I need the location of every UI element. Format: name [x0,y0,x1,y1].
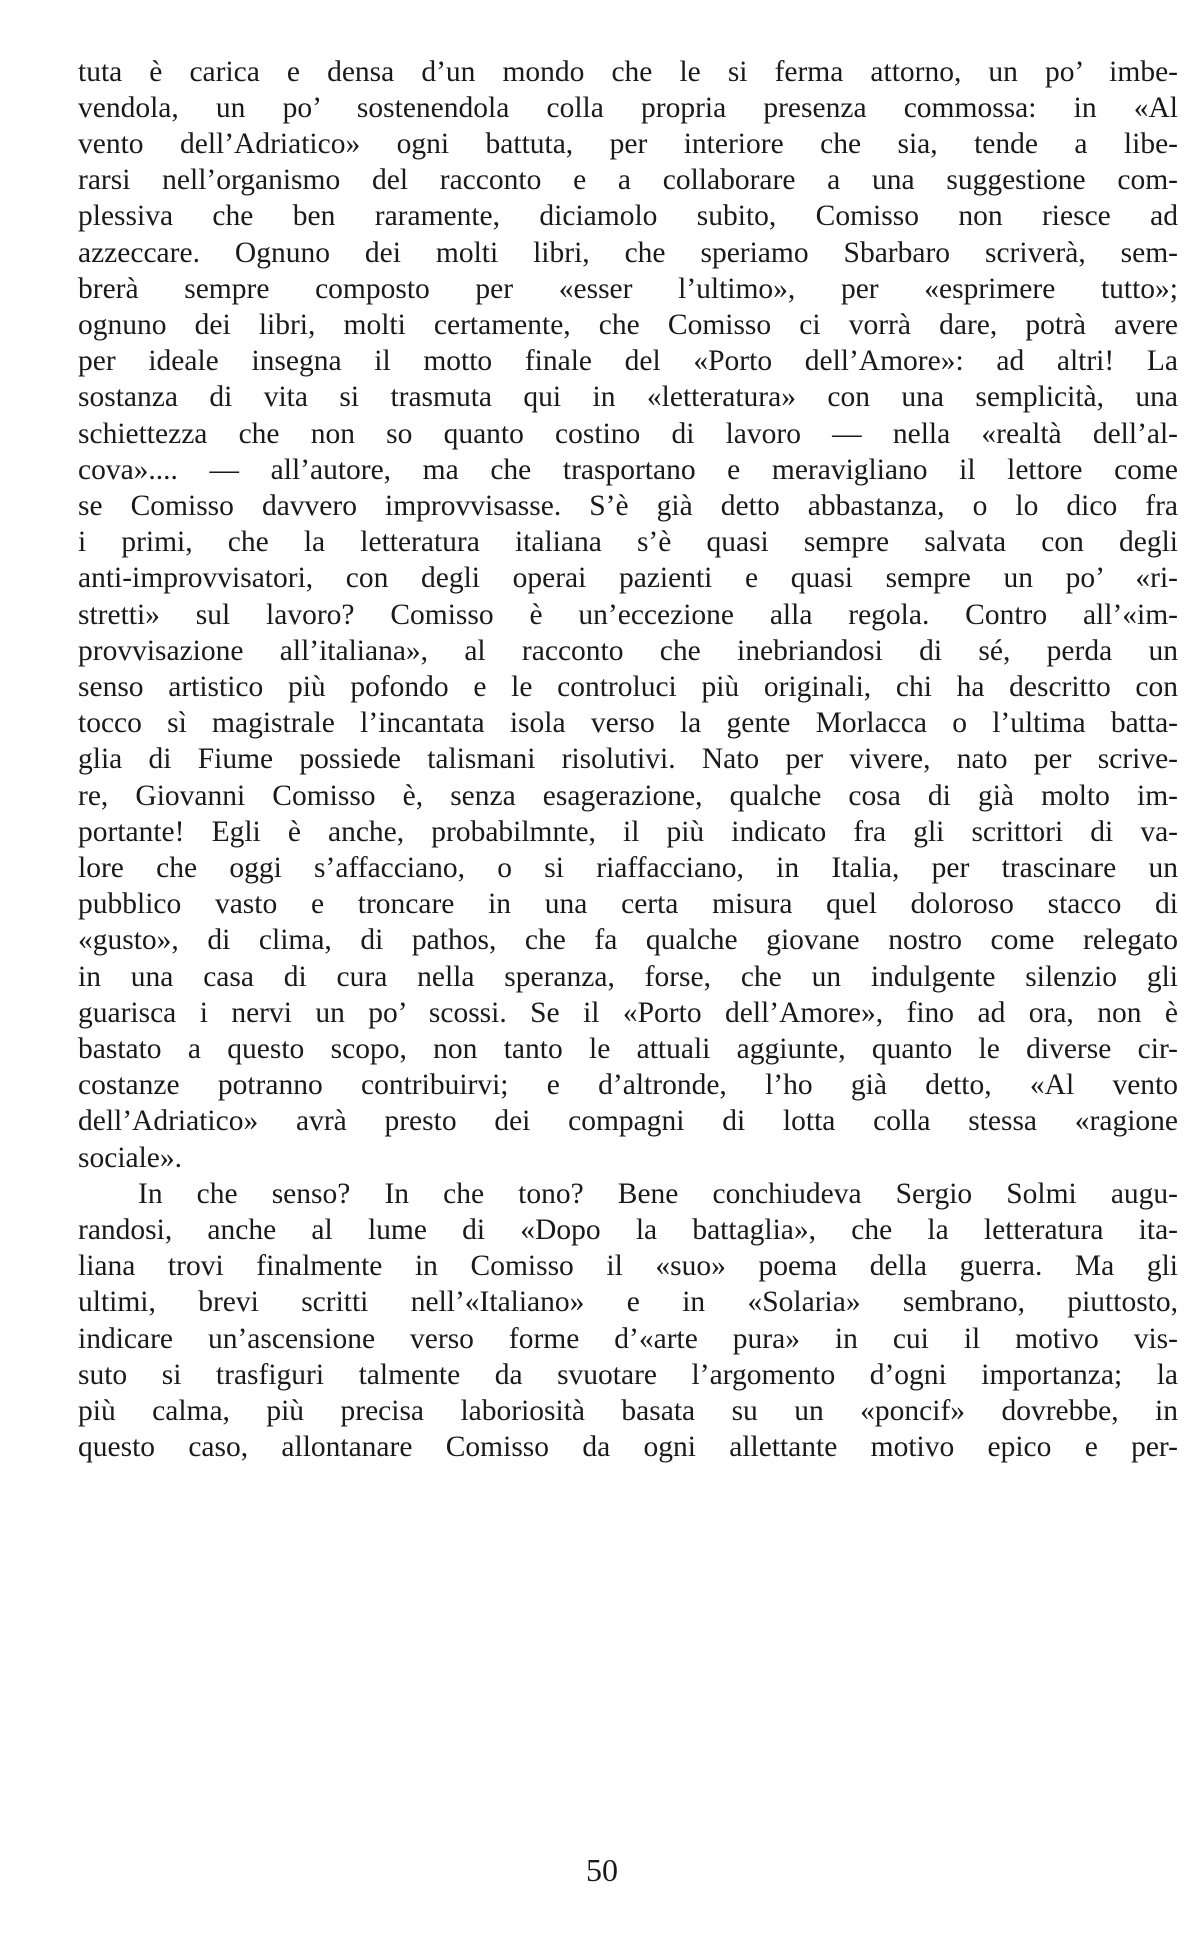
text-line: più calma, più precisa laboriosità basata su un «poncif» dovrebbe, in [78,1395,1178,1427]
text-line: ognuno dei libri, molti certamente, che Comisso ci vorrà dare, potrà avere [78,309,1178,341]
text-line: vento dell’Adriatico» ogni battuta, per interiore che sia, tende a libe- [78,128,1178,160]
text-line: lore che oggi s’affacciano, o si riaffacciano, in Italia, per trascinare un [78,852,1178,884]
text-line: portante! Egli è anche, probabilmnte, il più indicato fra gli scrittori di va- [78,816,1178,848]
text-line: per ideale insegna il motto finale del «Porto dell’Amore»: ad altri! La [78,345,1178,377]
text-line: In che senso? In che tono? Bene conchiudeva Sergio Solmi augu- [138,1178,1178,1210]
text-line: brerà sempre composto per «esser l’ultimo», per «esprimere tutto»; [78,273,1178,305]
text-line: bastato a questo scopo, non tanto le attuali aggiunte, quanto le diverse cir- [78,1033,1178,1065]
text-line: guarisca i nervi un po’ scossi. Se il «Porto dell’Amore», fino ad ora, non è [78,997,1178,1029]
text-line: sostanza di vita si trasmuta qui in «letteratura» con una semplicità, una [78,381,1178,413]
text-line: liana trovi finalmente in Comisso il «suo» poema della guerra. Ma gli [78,1250,1178,1282]
text-line: cova».... — all’autore, ma che trasportano e meravigliano il lettore come [78,454,1178,486]
text-line: se Comisso davvero improvvisasse. S’è già detto abbastanza, o lo dico fra [78,490,1178,522]
text-line: i primi, che la letteratura italiana s’è quasi sempre salvata con degli [78,526,1178,558]
text-line: «gusto», di clima, di pathos, che fa qualche giovane nostro come relegato [78,924,1178,956]
text-line: glia di Fiume possiede talismani risolutivi. Nato per vivere, nato per scrive- [78,743,1178,775]
text-line: vendola, un po’ sostenendola colla propria presenza commossa: in «Al [78,92,1178,124]
text-line: schiettezza che non so quanto costino di lavoro — nella «realtà dell’al- [78,418,1178,450]
text-line: re, Giovanni Comisso è, senza esagerazione, qualche cosa di già molto im- [78,780,1178,812]
text-line: anti-improvvisatori, con degli operai pazienti e quasi sempre un po’ «ri- [78,562,1178,594]
text-line: senso artistico più pofondo e le controluci più originali, chi ha descritto con [78,671,1178,703]
text-line: tocco sì magistrale l’incantata isola verso la gente Morlacca o l’ultima batta- [78,707,1178,739]
document-page [78,0,1178,1943]
text-line: indicare un’ascensione verso forme d’«arte pura» in cui il motivo vis- [78,1323,1178,1355]
text-line: pubblico vasto e troncare in una certa misura quel doloroso stacco di [78,888,1178,920]
text-line: costanze potranno contribuirvi; e d’altronde, l’ho già detto, «Al vento [78,1069,1178,1101]
text-line: azzeccare. Ognuno dei molti libri, che speriamo Sbarbaro scriverà, sem- [78,237,1178,269]
page-number: 50 [586,1852,618,1888]
text-line: stretti» sul lavoro? Comisso è un’eccezione alla regola. Contro all’«im- [78,599,1178,631]
text-line: tuta è carica e densa d’un mondo che le si ferma attorno, un po’ imbe- [78,56,1178,88]
text-line: provvisazione all’italiana», al racconto che inebriandosi di sé, perda un [78,635,1178,667]
text-line: ultimi, brevi scritti nell’«Italiano» e in «Solaria» sembrano, piuttosto, [78,1286,1178,1318]
text-line: questo caso, allontanare Comisso da ogni allettante motivo epico e per- [78,1431,1178,1463]
text-line: plessiva che ben raramente, diciamolo subito, Comisso non riesce ad [78,200,1178,232]
text-line: suto si trasfiguri talmente da svuotare l’argomento d’ogni importanza; la [78,1359,1178,1391]
text-line: randosi, anche al lume di «Dopo la battaglia», che la letteratura ita- [78,1214,1178,1246]
text-line: in una casa di cura nella speranza, forse, che un indulgente silenzio gli [78,961,1178,993]
text-line: rarsi nell’organismo del racconto e a collaborare a una suggestione com- [78,164,1178,196]
text-line: dell’Adriatico» avrà presto dei compagni di lotta colla stessa «ragione [78,1105,1178,1137]
text-line: sociale». [78,1142,183,1174]
